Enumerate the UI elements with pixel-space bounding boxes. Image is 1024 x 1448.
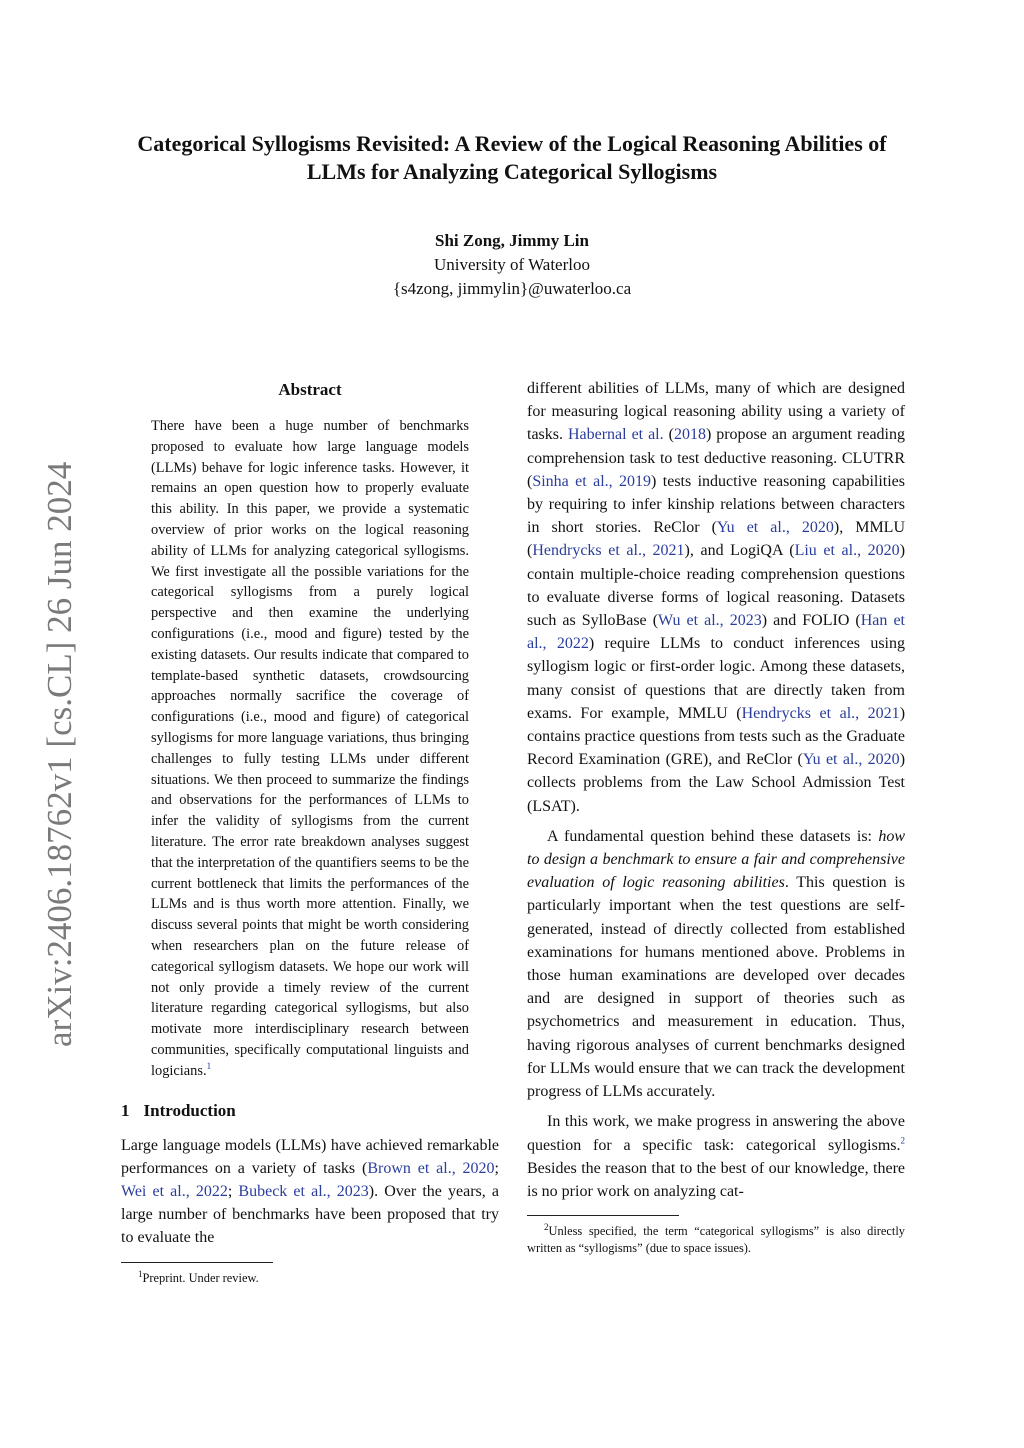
abstract-text (151, 416, 469, 1082)
citation-link[interactable]: Wu et al., 2023 (658, 612, 762, 630)
research-question-paragraph (527, 825, 905, 1103)
footnote-ref-1[interactable]: 1 (206, 1060, 212, 1071)
this-work-paragraph (527, 1110, 905, 1203)
footnote-mark: 1 (138, 1268, 143, 1279)
paper-title: Categorical Syllogisms Revisited: A Review of the Logical Reasoning Abilities of LLMs for Analyzing Categorical Syllogisms (137, 131, 887, 184)
citation-link[interactable]: Habernal et al. (567, 426, 664, 444)
email: {s4zong, jimmylin}@uwaterloo.ca (392, 279, 632, 298)
text-run: Besides the reason that to the best of our knowledge, there is no prior work on analyzing cat- (527, 1159, 905, 1200)
citation-link[interactable]: Liu et al., 2020 (794, 542, 900, 560)
section-heading-introduction (121, 1099, 499, 1123)
text-run: ) contains practice questions from tests such as the Graduate Record Examination (GRE), and ReClor ( (527, 704, 906, 769)
citation-link[interactable]: Wei et al., 2022 (121, 1182, 228, 1200)
citation-link[interactable]: Bubeck et al., 2023 (238, 1182, 369, 1200)
footnote-divider (121, 1262, 273, 1263)
text-run: ( (663, 426, 674, 444)
abstract-body: There have been a huge number of benchmarks proposed to evaluate how large language models (LLMs) behave for logic inference tasks. However, it remains an open question how to properly evaluate this ability. In this paper, we provide a systematic overview of prior works on the logical reasoning ability of LLMs for analyzing categorical syllogisms. We first investigate all the possible variations for the categorical syllogisms from a purely logical perspective and then examine the underlying configurations (i.e., mood and figure) tested by the existing datasets. Our results indicate that compared to template-based synthetic datasets, crowdsourcing approaches normally sacrifice the coverage of configurations (i.e., mood and figure) of categorical syllogisms for more language variations, thus bringing challenges to fully testing LLMs under different situations. We then proceed to summarize the findings and observations for the performances of LLMs to infer the validity of syllogisms from the current literature. The error rate breakdown analyses suggest that the interpretation of the quantifiers seems to be the current bottleneck that limits the performances of the LLMs and is thus worth more attention. Finally, we discuss several points that might be worth considering when researchers plan on the future release of categorical syllogism datasets. We hope our work will not only provide a timely review of the current literature regarding categorical syllogisms, but also motivate more interdisciplinary research between communities, specifically computational linguists and logicians. (151, 418, 469, 1079)
text-run: ; (494, 1159, 499, 1177)
footnote-mark: 2 (544, 1221, 549, 1232)
text-run: ) contain multiple-choice reading comprehension questions to evaluate diverse forms of logical reasoning. Datasets such as SylloBase ( (527, 542, 906, 630)
text-run: ) tests inductive reasoning capabilities by requiring to infer kinship relations between characters in short stories. ReClor ( (527, 472, 905, 537)
footnote-1 (121, 1270, 499, 1287)
intro-paragraph (121, 1134, 499, 1250)
section-title: Introduction (143, 1100, 236, 1120)
title-block (120, 130, 904, 186)
text-run: . This question is particularly important when the test questions are self-generated, instead of directly collected from established examinations for humans mentioned above. Problems in those human examinations are developed over decades and are designed in support of theories such as psychometrics and measurement in education. Thus, having rigorous analyses of current benchmarks designed for LLMs would ensure that we can track the development progress of LLMs accurately. (527, 874, 906, 1101)
citation-link[interactable]: 2018 (673, 426, 706, 444)
footnotes-left (121, 1262, 499, 1287)
text-run: ) propose an argument reading comprehension task to test deductive reasoning. CLUTRR ( (527, 426, 905, 490)
related-benchmarks-paragraph (527, 377, 905, 818)
footnotes-right (527, 1215, 905, 1257)
citation-link[interactable]: Yu et al., 2020 (716, 519, 834, 537)
arxiv-identifier: arXiv:2406.18762v1 [cs.CL] 26 Jun 2024 (40, 461, 79, 1047)
citation-link[interactable]: Han et al., 2022 (527, 612, 906, 653)
affiliation: University of Waterloo (433, 255, 590, 274)
footnote-2 (527, 1223, 905, 1257)
text-run: In this work, we make progress in answering the above question for a specific task: categorical syllogisms. (527, 1113, 905, 1154)
text-run: ), and LogiQA ( (684, 542, 795, 560)
footnote-divider (527, 1215, 679, 1216)
footnote-text: Unless specified, the term “categorical syllogisms” is also directly written as “syllogisms” (due to space issues). (527, 1224, 905, 1256)
research-question-emphasis: how to design a benchmark to ensure a fair and comprehensive evaluation of logic reasoning abilities (527, 827, 905, 892)
text-run: ) and FOLIO ( (761, 612, 861, 630)
text-run: ), MMLU ( (527, 519, 905, 560)
text-run: A fundamental question behind these datasets is: (547, 827, 879, 845)
footnote-text: Preprint. Under review. (142, 1270, 259, 1285)
citation-link[interactable]: Hendrycks et al., 2021 (741, 704, 900, 722)
right-column (527, 377, 905, 1257)
citation-link[interactable]: Sinha et al., 2019 (532, 472, 652, 490)
citation-link[interactable]: Hendrycks et al., 2021 (532, 542, 685, 560)
text-run: ; (227, 1182, 239, 1200)
authors: Shi Zong, Jimmy Lin (435, 231, 589, 250)
abstract-heading: Abstract (278, 380, 342, 399)
footnote-ref-2[interactable]: 2 (900, 1135, 905, 1146)
citation-link[interactable]: Yu et al., 2020 (802, 751, 900, 769)
text-run: different abilities of LLMs, many of which are designed for measuring logical reasoning ability using a variety of tasks. (527, 380, 905, 444)
section-number: 1 (121, 1100, 130, 1120)
left-column (121, 377, 499, 1287)
text-run: ) require LLMs to conduct inferences using syllogism logic or first-order logic. Among these datasets, many consist of questions that are directly taken from exams. For example, MMLU ( (527, 635, 906, 722)
text-run: Large language models (LLMs) have achieved remarkable performances on a variety of tasks ( (121, 1136, 499, 1177)
text-run: ) collects problems from the Law School Admission Test (LSAT). (527, 751, 906, 815)
author-block (220, 229, 804, 301)
text-run: ). Over the years, a large number of benchmarks have been proposed that try to evaluate the (121, 1182, 500, 1247)
citation-link[interactable]: Brown et al., 2020 (367, 1159, 495, 1177)
